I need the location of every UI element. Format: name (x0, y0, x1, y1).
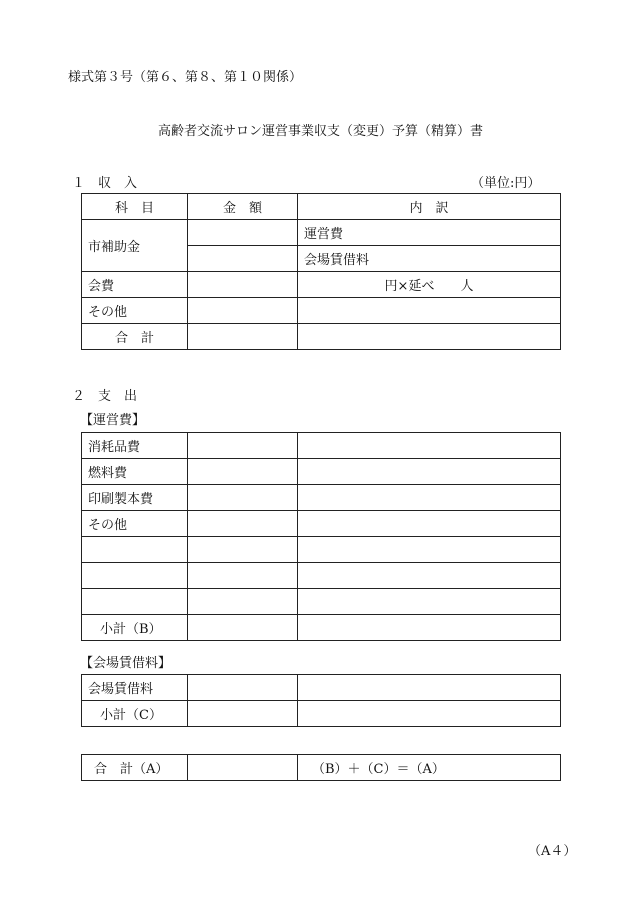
income-total-amount-cell[interactable] (188, 324, 298, 350)
operating-subtotal-amount-cell[interactable] (188, 615, 298, 641)
grand-total-amount-cell[interactable] (188, 755, 298, 781)
table-row (82, 272, 561, 298)
income-total-breakdown-cell[interactable] (298, 324, 561, 350)
income-header-row (82, 194, 561, 220)
grand-total-table (81, 754, 561, 781)
table-row (82, 701, 561, 727)
venue-amount-cell[interactable] (188, 675, 298, 701)
other-income-label: その他 (82, 298, 188, 324)
fee-label: 会費 (82, 272, 188, 298)
venue-breakdown-cell[interactable] (298, 675, 561, 701)
operating-amount-cell[interactable] (188, 537, 298, 563)
page-size-label: （A４） (528, 844, 577, 859)
header-amount: 金 額 (188, 194, 298, 220)
table-row (82, 615, 561, 641)
operating-subtotal-breakdown-cell[interactable] (298, 615, 561, 641)
header-subject: 科 目 (82, 194, 188, 220)
operating-row-label: 消耗品費 (82, 433, 188, 459)
other-income-amount-cell[interactable] (188, 298, 298, 324)
city-subsidy-label: 市補助金 (82, 220, 188, 272)
operating-table (81, 432, 561, 641)
operating-breakdown-cell[interactable] (298, 511, 561, 537)
income-table (81, 193, 561, 350)
table-row (82, 563, 561, 589)
operating-breakdown-cell[interactable] (298, 433, 561, 459)
expenditure-heading: ２ 支 出 (72, 389, 138, 404)
fee-amount-cell[interactable] (188, 272, 298, 298)
fee-breakdown: 円×延べ 人 (298, 272, 561, 298)
venue-table (81, 674, 561, 727)
operating-subtotal-label: 小計（B） (82, 615, 188, 641)
income-total-label: 合 計 (82, 324, 188, 350)
operating-row-label[interactable] (82, 563, 188, 589)
income-heading: １ 収 入 (72, 176, 138, 191)
operating-row-label[interactable] (82, 589, 188, 615)
operating-breakdown-cell[interactable] (298, 459, 561, 485)
city-subsidy-venue-amount-cell[interactable] (188, 246, 298, 272)
city-subsidy-venue-line: 会場賃借料 (298, 246, 561, 272)
document-title: 高齢者交流サロン運営事業収支（変更）予算（精算）書 (158, 124, 484, 139)
operating-breakdown-cell[interactable] (298, 563, 561, 589)
operating-amount-cell[interactable] (188, 485, 298, 511)
operating-amount-cell[interactable] (188, 459, 298, 485)
table-row (82, 220, 561, 246)
venue-subtotal-label: 小計（C） (82, 701, 188, 727)
operating-breakdown-cell[interactable] (298, 589, 561, 615)
operating-amount-cell[interactable] (188, 433, 298, 459)
venue-section-title: 【会場賃借料】 (80, 656, 172, 671)
operating-row-label[interactable] (82, 537, 188, 563)
grand-total-formula: （B）＋（C）＝（A） (298, 755, 561, 781)
income-unit: （単位:円） (471, 176, 541, 191)
operating-amount-cell[interactable] (188, 589, 298, 615)
table-row (82, 485, 561, 511)
table-row (82, 589, 561, 615)
venue-subtotal-amount-cell[interactable] (188, 701, 298, 727)
operating-amount-cell[interactable] (188, 563, 298, 589)
city-subsidy-operating-line: 運営費 (298, 220, 561, 246)
operating-amount-cell[interactable] (188, 511, 298, 537)
table-row (82, 433, 561, 459)
grand-total-label: 合 計（A） (82, 755, 188, 781)
venue-subtotal-breakdown-cell[interactable] (298, 701, 561, 727)
table-row (82, 298, 561, 324)
table-row (82, 537, 561, 563)
table-row (82, 459, 561, 485)
other-income-breakdown-cell[interactable] (298, 298, 561, 324)
operating-row-label: 印刷製本費 (82, 485, 188, 511)
venue-row-label: 会場賃借料 (82, 675, 188, 701)
table-row (82, 755, 561, 781)
table-row (82, 675, 561, 701)
table-row (82, 324, 561, 350)
operating-breakdown-cell[interactable] (298, 537, 561, 563)
city-subsidy-operating-amount-cell[interactable] (188, 220, 298, 246)
operating-breakdown-cell[interactable] (298, 485, 561, 511)
form-number: 様式第３号（第６、第８、第１０関係） (68, 70, 303, 85)
operating-row-label: その他 (82, 511, 188, 537)
table-row (82, 511, 561, 537)
operating-section-title: 【運営費】 (80, 413, 146, 428)
header-breakdown: 内 訳 (298, 194, 561, 220)
operating-row-label: 燃料費 (82, 459, 188, 485)
